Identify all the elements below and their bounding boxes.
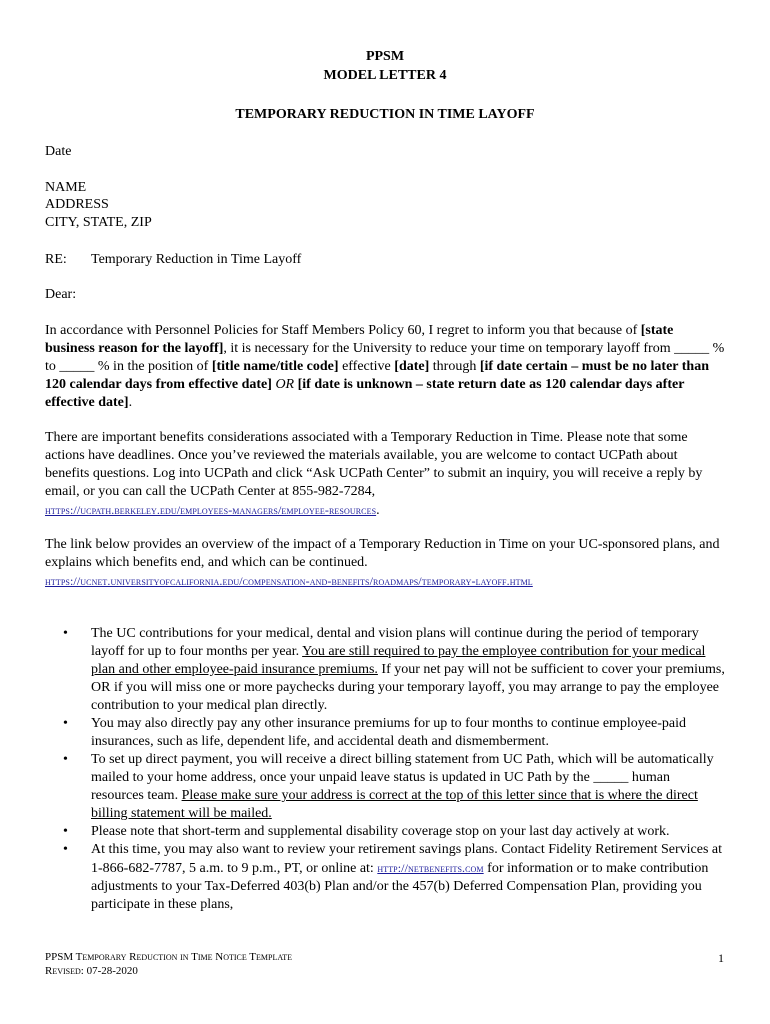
bullet-icon: • <box>63 752 68 767</box>
list-item <box>45 715 725 751</box>
re-line <box>45 251 725 269</box>
placeholder-title: [title name/title code] <box>211 359 339 374</box>
re-text: Temporary Reduction in Time Layoff <box>91 252 302 267</box>
page-number: 1 <box>718 951 724 965</box>
bullet-text: You may also directly pay any other insurance premiums for up to four months to continue employee-paid insurances, such as life, dependent life, and accidental death and dismemberment. <box>91 716 686 749</box>
list-item <box>45 751 725 823</box>
letter-title: TEMPORARY REDUCTION IN TIME LAYOFF <box>235 107 535 122</box>
placeholder-date-unknown: [if date is unknown – state return date as 120 calendar days after effective date] <box>45 377 685 410</box>
list-item <box>45 625 725 715</box>
date-line: Date <box>45 144 72 159</box>
bullet-text: for information or to make contribution adjustments to your Tax-Deferred 403(b) Plan and/or the 457(b) Deferred Compensation Plan, providing you participate in these plans, <box>91 861 709 912</box>
bullet-icon: • <box>63 842 68 857</box>
recipient-name: NAME <box>45 180 87 195</box>
bullet-text: The UC contributions for your medical, dental and vision plans will continue during the period of temporary layoff for up to four months per year. <box>91 626 699 659</box>
placeholder-business-reason: [state business reason for the layoff] <box>45 323 674 356</box>
paragraph-benefits <box>45 429 725 520</box>
ucnet-link[interactable]: https://ucnet.universityofcalifornia.edu/compensation-and-benefits/roadmaps/temporary-layoff.html <box>45 574 533 588</box>
recipient-city: CITY, STATE, ZIP <box>45 215 152 230</box>
list-item <box>45 841 725 914</box>
paragraph-overview <box>45 536 725 591</box>
para1-text: . <box>128 395 133 410</box>
header-line2: MODEL LETTER 4 <box>323 68 447 83</box>
bullet-underlined: You are still required to pay the employee contribution for your medical plan and other employee-paid insurance premiums. <box>91 644 706 677</box>
bullet-text: At this time, you may also want to review your retirement savings plans. Contact Fidelity Retirement Services at 1-866-682-7787, 5 a.m. to 9 p.m., PT, or online at: <box>91 842 723 876</box>
list-item <box>45 823 725 841</box>
para1-text: through <box>429 359 480 374</box>
header-line1: PPSM <box>365 49 405 64</box>
para2-text: There are important benefits considerations associated with a Temporary Reduction in Time. Please note that some actions have deadlines. Once you’ve reviewed the materials available, you are welcome to contact UCPath about benefits questions. Log into UCPath and click “Ask UCPath Center” to submit an inquiry, you will receive a reply by email, or you can call the UCPath Center at 855-982-7284, <box>45 430 703 499</box>
re-label: RE: <box>45 252 67 267</box>
para3-text: The link below provides an overview of the impact of a Temporary Reduction in Time on your UC-sponsored plans, and explains which benefits end, and which can be continued. <box>45 537 720 570</box>
bullet-icon: • <box>63 626 68 641</box>
bullet-underlined: Please make sure your address is correct at the top of this letter since that is where the direct billing statement will be mailed. <box>91 788 698 821</box>
bullet-icon: • <box>63 716 68 731</box>
placeholder-date-certain: [if date certain – must be no later than 120 calendar days from effective date] <box>45 359 710 392</box>
netbenefits-link[interactable]: http://netbenefits.com <box>377 861 484 875</box>
para1-text: effective <box>338 359 395 374</box>
bullet-text: If your net pay will not be sufficient to cover your premiums, OR if you will miss one or more paychecks during your temporary layoff, you may arrange to pay the employee contribution to your medical plan directly. <box>91 662 725 713</box>
para1-or: OR <box>275 377 295 392</box>
bullet-text: Please note that short-term and supplemental disability coverage stop on your last day actively at work. <box>91 824 670 839</box>
para1-text: , it is necessary for the University to reduce your time on temporary layoff from _____ % to _____ % in the position of <box>45 341 725 374</box>
para1-text: In accordance with Personnel Policies for Staff Members Policy 60, I regret to inform you that because of <box>45 323 641 338</box>
ucpath-link[interactable]: https://ucpath.berkeley.edu/employees-managers/employee-resources <box>45 503 377 517</box>
benefits-list <box>45 625 725 914</box>
salutation: Dear: <box>45 287 77 302</box>
footer-revised: Revised: 07-28-2020 <box>45 965 138 977</box>
recipient-address: ADDRESS <box>45 197 109 212</box>
para2-end: . <box>376 503 380 518</box>
placeholder-date: [date] <box>394 359 430 374</box>
paragraph-policy <box>45 322 725 412</box>
bullet-icon: • <box>63 824 68 839</box>
bullet-text: To set up direct payment, you will receive a direct billing statement from UC Path, which will be automatically mailed to your home address, once your unpaid leave status is updated in UC Path by the _____ human resources team. <box>91 752 714 803</box>
footer-template-name: PPSM Temporary Reduction in Time Notice Template <box>45 951 293 963</box>
